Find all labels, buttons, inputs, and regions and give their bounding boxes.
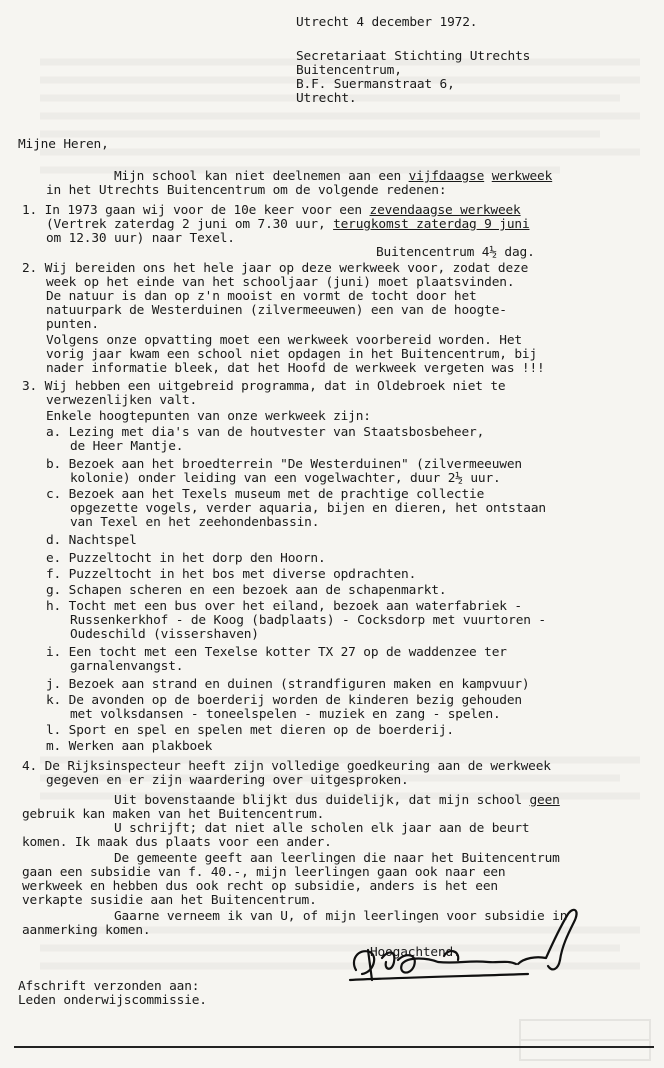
list-item-b: b. Bezoek aan het broedterrein "De Westerduinen" (zilvermeeuwen: [46, 457, 522, 472]
closing-line: De gemeente geeft aan leerlingen die naar het Buitencentrum: [114, 851, 560, 866]
addressee-line: B.F. Suermanstraat 6,: [296, 77, 455, 92]
closing-line: werkweek en hebben dus ook recht op subsidie, anders is het een: [22, 879, 498, 894]
intro-line: [114, 170, 552, 184]
point-1-line: om 12.30 uur) naar Texel.: [46, 231, 235, 246]
point-1-text: (Vertrek zaterdag 2 juni om 7.30 uur,: [46, 217, 334, 232]
list-item-e: e. Puzzeltocht in het dorp den Hoorn.: [46, 551, 326, 566]
addressee-line: Utrecht.: [296, 91, 357, 106]
closing-line: U schrijft; dat niet alle scholen elk jaar aan de beurt: [114, 821, 530, 836]
point-2-line: natuurpark de Westerduinen (zilvermeeuwen) een van de hoogte-: [46, 303, 507, 318]
point-1-line: [22, 204, 521, 218]
point-2-line: nader informatie bleek, dat het Hoofd de werkweek vergeten was !!!: [46, 361, 545, 376]
list-item-c-cont: van Texel en het zeehondenbassin.: [70, 515, 320, 530]
list-item-h: h. Tocht met een bus over het eiland, bezoek aan waterfabriek -: [46, 599, 522, 614]
intro-underlined: werkweek: [491, 169, 553, 184]
copy-line: Leden onderwijscommissie.: [18, 993, 207, 1008]
list-item-j: j. Bezoek aan strand en duinen (strandfiguren maken en kampvuur): [46, 677, 530, 692]
list-item-k-cont: met volksdansen - toneelspelen - muziek en zang - spelen.: [70, 707, 501, 722]
point-1-underlined: terugkomst zaterdag 9 juni: [333, 217, 530, 232]
point-2-line: vorig jaar kwam een school niet opdagen in het Buitencentrum, bij: [46, 347, 538, 362]
closing-line: Gaarne verneem ik van U, of mijn leerlingen voor subsidie in: [114, 909, 568, 924]
point-1-underlined: zevendaagse werkweek: [369, 203, 521, 218]
addressee-line: Buitencentrum,: [296, 63, 402, 78]
list-item-d: d. Nachtspel: [46, 533, 137, 548]
list-item-f: f. Puzzeltocht in het bos met diverse opdrachten.: [46, 567, 417, 582]
point-3-line: 3. Wij hebben een uitgebreid programma, dat in Oldebroek niet te: [22, 379, 506, 394]
closing-text: Uit bovenstaande blijkt dus duidelijk, dat mijn school: [114, 793, 530, 808]
list-item-h-cont: Oudeschild (vissershaven): [70, 627, 259, 642]
point-3-line: Enkele hoogtepunten van onze werkweek zijn:: [46, 409, 371, 424]
intro-space: [484, 169, 492, 184]
closing-line: komen. Ik maak dus plaats voor een ander.: [22, 835, 332, 850]
point-2-line: Volgens onze opvatting moet een werkweek voorbereid worden. Het: [46, 333, 522, 348]
closing-underlined: geen: [529, 793, 560, 808]
bottom-rule: [14, 1046, 654, 1048]
closing-line: verkapte susidie aan het Buitencentrum.: [22, 893, 317, 908]
list-item-c-cont: opgezette vogels, verder aquaria, bijen en dieren, het ontstaan: [70, 501, 546, 516]
signoff: Hoogachtend.: [370, 945, 461, 960]
list-item-h-cont: Russenkerkhof - de Koog (badplaats) - Cocksdorp met vuurtoren -: [70, 613, 546, 628]
list-item-i-cont: garnalenvangst.: [70, 659, 184, 674]
point-2-line: week op het einde van het schooljaar (juni) moet plaatsvinden.: [46, 275, 515, 290]
copy-line: Afschrift verzonden aan:: [18, 979, 200, 994]
point-4-line: gegeven en er zijn waardering over uitgesproken.: [46, 773, 409, 788]
point-4-line: 4. De Rijksinspecteur heeft zijn volledige goedkeuring aan de werkweek: [22, 759, 551, 774]
salutation: Mijne Heren,: [18, 137, 109, 152]
intro-line: in het Utrechts Buitencentrum om de volgende redenen:: [46, 183, 447, 198]
addressee-line: Secretariaat Stichting Utrechts: [296, 49, 531, 64]
letter-date: Utrecht 4 december 1972.: [296, 15, 478, 30]
list-item-m: m. Werken aan plakboek: [46, 739, 213, 754]
closing-line: gaan een subsidie van f. 40.-, mijn leerlingen gaan ook naar een: [22, 865, 506, 880]
handwritten-signature: [348, 900, 588, 990]
list-item-a-cont: de Heer Mantje.: [70, 439, 184, 454]
point-1-line: [46, 218, 530, 232]
point-2-line: punten.: [46, 317, 99, 332]
point-2-line: 2. Wij bereiden ons het hele jaar op deze werkweek voor, zodat deze: [22, 261, 529, 276]
closing-line: [114, 794, 560, 808]
point-2-line: De natuur is dan op z'n mooist en vormt de tocht door het: [46, 289, 477, 304]
list-item-k: k. De avonden op de boerderij worden de kinderen bezig gehouden: [46, 693, 522, 708]
closing-line: aanmerking komen.: [22, 923, 151, 938]
list-item-b-cont: kolonie) onder leiding van een vogelwachter, duur 2½ uur.: [70, 471, 501, 486]
closing-line: gebruik kan maken van het Buitencentrum.: [22, 807, 325, 822]
list-item-l: l. Sport en spel en spelen met dieren op de boerderij.: [46, 723, 454, 738]
intro-underlined: vijfdaagse: [408, 169, 485, 184]
list-item-g: g. Schapen scheren en een bezoek aan de schapenmarkt.: [46, 583, 447, 598]
list-item-c: c. Bezoek aan het Texels museum met de prachtige collectie: [46, 487, 485, 502]
point-1-note: Buitencentrum 4½ dag.: [376, 245, 535, 260]
list-item-i: i. Een tocht met een Texelse kotter TX 27 op de waddenzee ter: [46, 645, 507, 660]
list-item-a: a. Lezing met dia's van de houtvester van Staatsbosbeheer,: [46, 425, 485, 440]
point-1-text: 1. In 1973 gaan wij voor de 10e keer voor een: [22, 203, 370, 218]
point-3-line: verwezenlijken valt.: [46, 393, 198, 408]
intro-text: Mijn school kan niet deelnemen aan een: [114, 169, 409, 184]
